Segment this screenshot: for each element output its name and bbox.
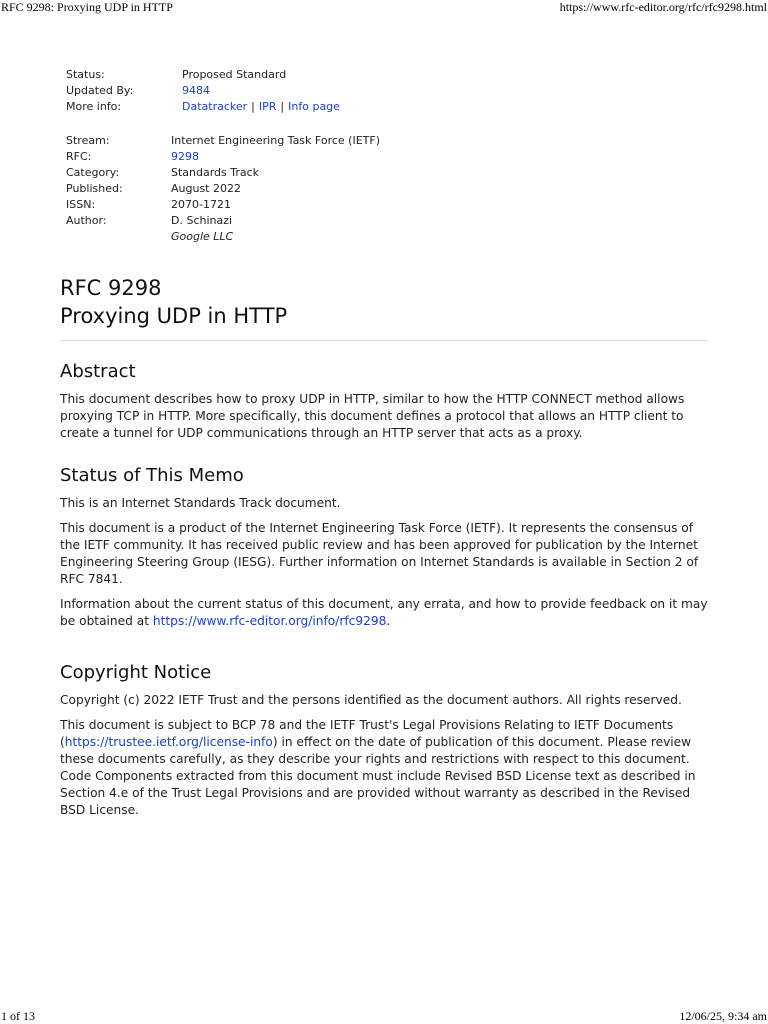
issn-label: ISSN: xyxy=(66,198,96,211)
abstract-text: This document describes how to proxy UDP in HTTP, similar to how the HTTP CONNECT method allows proxying TCP in HTTP. More specifically, this document defines a protocol that allows an HTTP client to create a tunnel for UDP communications through an HTTP server that acts as a proxy. xyxy=(60,392,685,440)
page-title xyxy=(60,274,708,341)
issn-value: 2070-1721 xyxy=(171,198,231,211)
info-page-link[interactable]: Info page xyxy=(288,100,340,113)
abstract-heading[interactable]: Abstract xyxy=(60,361,136,382)
status-memo-section xyxy=(60,465,708,638)
status-memo-heading[interactable]: Status of This Memo xyxy=(60,465,244,486)
link-separator: | xyxy=(251,100,255,113)
category-value: Standards Track xyxy=(171,166,260,179)
copyright-heading[interactable]: Copyright Notice xyxy=(60,662,212,683)
ipr-link[interactable]: IPR xyxy=(258,100,277,113)
meta-row-updated-by xyxy=(66,83,340,99)
author-value: D. Schinazi xyxy=(171,214,233,227)
print-header-url: https://www.rfc-editor.org/rfc/rfc9298.html xyxy=(559,0,767,14)
stream-label: Stream: xyxy=(66,134,110,147)
rfc-number-title: RFC 9298 xyxy=(60,276,162,300)
status-label: Status: xyxy=(66,68,105,81)
meta-row-author xyxy=(66,213,380,229)
print-timestamp: 12/06/25, 9:34 am xyxy=(679,1009,767,1023)
abstract-section xyxy=(60,361,708,450)
meta-row-issn xyxy=(66,197,380,213)
meta-row-published xyxy=(66,181,380,197)
copyright-p2: This document is subject to BCP 78 and the IETF Trust's Legal Provisions Relating to IETF Documents (https://trustee.ietf.org/license-info) in effect on the date of publication of this document. Please review these documents carefully, as they describe your rights and restrictions with respect to this document. Code Components extracted from this document must include Revised BSD License text as described in Section 4.e of the Trust Legal Provisions and are provided without warranty as described in the Revised BSD License. xyxy=(60,718,696,817)
meta-row-category xyxy=(66,165,380,181)
print-header xyxy=(0,0,768,14)
author-label: Author: xyxy=(66,214,107,227)
print-footer xyxy=(0,1009,768,1023)
updated-by-link[interactable]: 9484 xyxy=(182,84,210,97)
more-info-label: More info: xyxy=(66,100,122,113)
more-info-links xyxy=(182,99,340,115)
meta-row-author-org xyxy=(66,229,380,245)
status-memo-p3: Information about the current status of this document, any errata, and how to provide feedback on it may be obtained at https://www.rfc-editor.org/info/rfc9298. xyxy=(60,597,708,628)
link-separator: | xyxy=(280,100,285,113)
updated-by-label: Updated By: xyxy=(66,84,134,97)
published-value: August 2022 xyxy=(171,182,241,195)
category-label: Category: xyxy=(66,166,120,179)
meta-row-status xyxy=(66,67,340,83)
meta-row-more-info xyxy=(66,99,340,115)
status-metadata xyxy=(66,67,340,115)
license-info-link[interactable]: https://trustee.ietf.org/license-info xyxy=(64,735,273,749)
stream-value: Internet Engineering Task Force (IETF) xyxy=(171,134,380,147)
document-metadata xyxy=(66,133,380,245)
copyright-p1: Copyright (c) 2022 IETF Trust and the persons identified as the document authors. All rights reserved. xyxy=(60,693,682,707)
meta-row-stream xyxy=(66,133,380,149)
rfc-info-link[interactable]: https://www.rfc-editor.org/info/rfc9298 xyxy=(152,614,387,628)
status-value: Proposed Standard xyxy=(182,68,287,81)
status-memo-p1: This is an Internet Standards Track document. xyxy=(60,496,341,510)
rfc-name-title: Proxying UDP in HTTP xyxy=(60,304,288,328)
author-org: Google LLC xyxy=(171,230,234,243)
status-memo-p2: This document is a product of the Internet Engineering Task Force (IETF). It represents the consensus of the IETF community. It has received public review and has been approved for publication by the Internet Engineering Steering Group (IESG). Further information on Internet Standards is available in Section 2 of RFC 7841. xyxy=(60,521,699,586)
meta-row-rfc xyxy=(66,149,380,165)
rfc-number-link[interactable]: 9298 xyxy=(171,150,199,163)
datatracker-link[interactable]: Datatracker xyxy=(182,100,248,113)
published-label: Published: xyxy=(66,182,123,195)
rfc-label: RFC: xyxy=(66,150,92,163)
page-counter: 1 of 13 xyxy=(1,1009,35,1023)
print-header-title: RFC 9298: Proxying UDP in HTTP xyxy=(1,0,173,14)
copyright-section xyxy=(60,662,708,827)
